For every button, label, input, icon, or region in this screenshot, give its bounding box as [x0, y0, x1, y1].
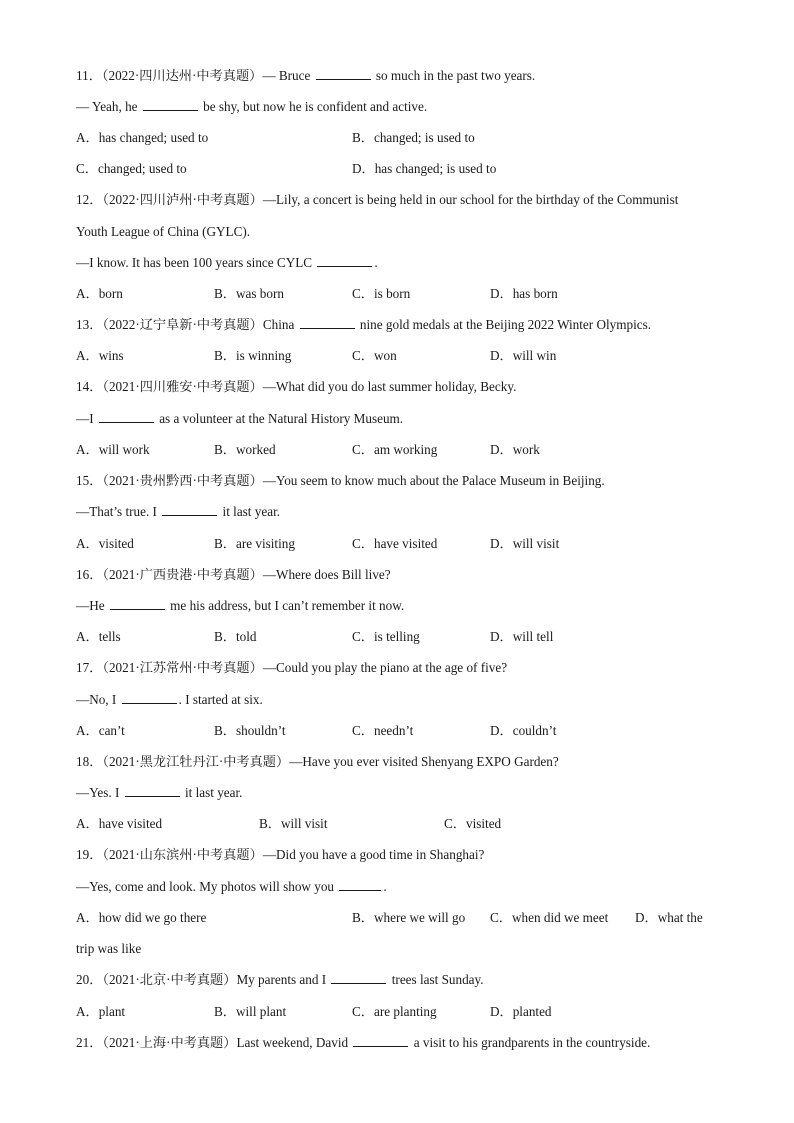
option-a[interactable]: A．visited: [76, 536, 134, 551]
option-d[interactable]: D．couldn’t: [490, 723, 557, 738]
option-b[interactable]: B．are visiting: [214, 536, 295, 551]
option-c[interactable]: C．is telling: [352, 629, 420, 644]
question-14-stem: 14．（2021·四川雅安·中考真题）—What did you do last summer holiday, Becky.: [76, 379, 517, 394]
option-c[interactable]: C．needn’t: [352, 723, 414, 738]
option-c[interactable]: C．am working: [352, 442, 438, 457]
question-number: 20．: [76, 972, 103, 987]
option-c[interactable]: C．are planting: [352, 1004, 437, 1019]
question-source: （2021·北京·中考真题）: [102, 972, 237, 987]
option-a[interactable]: A．tells: [76, 629, 121, 644]
option-d[interactable]: D．will visit: [490, 536, 560, 551]
question-number: 12．: [76, 192, 103, 207]
answer-blank: [122, 690, 177, 704]
option-b[interactable]: B．where we will go: [352, 910, 466, 925]
question-11-stem: 11．（2022·四川达州·中考真题）— Bruce so much in the past two years.: [76, 68, 536, 83]
question-20-options: [76, 1002, 724, 1022]
option-d[interactable]: D．has changed; is used to: [352, 161, 497, 176]
question-number: 14．: [76, 379, 103, 394]
option-a[interactable]: A．wins: [76, 348, 124, 363]
answer-blank: [339, 877, 381, 891]
answer-blank: [331, 970, 386, 984]
option-a[interactable]: A．born: [76, 286, 123, 301]
question-number: 13．: [76, 317, 103, 332]
option-d[interactable]: D．what the: [635, 910, 703, 925]
question-18-reply: —Yes. I it last year.: [76, 785, 243, 800]
question-17-reply: —No, I . I started at six.: [76, 692, 263, 707]
option-b[interactable]: B．worked: [214, 442, 276, 457]
question-19-reply: —Yes, come and look. My photos will show you .: [76, 879, 387, 894]
answer-blank: [317, 253, 372, 267]
answer-blank: [99, 409, 154, 423]
option-a[interactable]: A．have visited: [76, 816, 163, 831]
question-19-options: [76, 908, 724, 928]
question-source: （2021·四川雅安·中考真题）: [102, 379, 263, 394]
option-b[interactable]: B．shouldn’t: [214, 723, 286, 738]
question-source: （2021·山东滨州·中考真题）: [102, 847, 263, 862]
question-source: （2021·广西贵港·中考真题）: [102, 567, 263, 582]
question-21-stem: 21．（2021·上海·中考真题）Last weekend, David a visit to his grandparents in the countryside.: [76, 1035, 651, 1050]
option-d[interactable]: D．work: [490, 442, 540, 457]
answer-blank: [300, 315, 355, 329]
answer-blank: [353, 1033, 408, 1047]
question-11-options-row1: [76, 128, 724, 148]
question-20-stem: 20．（2021·北京·中考真题）My parents and I trees last Sunday.: [76, 972, 484, 987]
question-number: 21．: [76, 1035, 103, 1050]
question-15-stem: 15．（2021·贵州黔西·中考真题）—You seem to know much about the Palace Museum in Beijing.: [76, 473, 605, 488]
option-d[interactable]: D．has born: [490, 286, 558, 301]
question-19-stem: 19．（2021·山东滨州·中考真题）—Did you have a good time in Shanghai?: [76, 847, 485, 862]
option-a[interactable]: A．how did we go there: [76, 910, 207, 925]
option-a[interactable]: A．will work: [76, 442, 150, 457]
option-b[interactable]: B．told: [214, 629, 257, 644]
option-c[interactable]: C．visited: [444, 816, 502, 831]
question-15-reply: —That’s true. I it last year.: [76, 504, 281, 519]
question-15-options: [76, 534, 724, 554]
question-12-reply: —I know. It has been 100 years since CYLC .: [76, 255, 378, 270]
question-source: （2022·四川达州·中考真题）: [101, 68, 263, 83]
question-18-stem: 18．（2021·黑龙江牡丹江·中考真题）—Have you ever visited Shenyang EXPO Garden?: [76, 754, 559, 769]
question-16-options: [76, 627, 724, 647]
question-number: 17．: [76, 660, 103, 675]
option-a[interactable]: A．can’t: [76, 723, 125, 738]
question-source: （2021·黑龙江牡丹江·中考真题）: [102, 754, 290, 769]
question-11-reply: — Yeah, he be shy, but now he is confident and active.: [76, 99, 428, 114]
option-a[interactable]: A．has changed; used to: [76, 130, 209, 145]
question-13-options: [76, 346, 724, 366]
question-12-stem-continued: Youth League of China (GYLC).: [76, 224, 251, 239]
question-17-options: [76, 721, 724, 741]
option-d[interactable]: D．will tell: [490, 629, 554, 644]
question-number: 15．: [76, 473, 103, 488]
question-19-options-continued: trip was like: [76, 941, 142, 956]
answer-blank: [162, 502, 217, 516]
question-number: 18．: [76, 754, 103, 769]
question-number: 11．: [76, 68, 102, 83]
question-12-stem: 12．（2022·四川泸州·中考真题）—Lily, a concert is being held in our school for the birthday of the Communist: [76, 192, 679, 207]
option-c[interactable]: C．have visited: [352, 536, 438, 551]
option-d[interactable]: D．planted: [490, 1004, 552, 1019]
answer-blank: [143, 97, 198, 111]
question-18-options: [76, 814, 724, 834]
question-12-options: [76, 284, 724, 304]
question-source: （2021·上海·中考真题）: [102, 1035, 237, 1050]
option-b[interactable]: B．changed; is used to: [352, 130, 475, 145]
question-14-reply: —I as a volunteer at the Natural History Museum.: [76, 411, 404, 426]
question-13-stem: 13．（2022·辽宁阜新·中考真题）China nine gold medals at the Beijing 2022 Winter Olympics.: [76, 317, 652, 332]
question-source: （2022·辽宁阜新·中考真题）: [102, 317, 263, 332]
option-b[interactable]: B．was born: [214, 286, 284, 301]
answer-blank: [125, 783, 180, 797]
option-c[interactable]: C．is born: [352, 286, 411, 301]
question-number: 19．: [76, 847, 103, 862]
question-16-reply: —He me his address, but I can’t remember it now.: [76, 598, 405, 613]
option-c[interactable]: C．won: [352, 348, 397, 363]
option-c[interactable]: C．when did we meet: [490, 910, 609, 925]
question-source: （2021·贵州黔西·中考真题）: [102, 473, 263, 488]
question-14-options: [76, 440, 724, 460]
option-a[interactable]: A．plant: [76, 1004, 126, 1019]
option-b[interactable]: B．will plant: [214, 1004, 287, 1019]
question-source: （2021·江苏常州·中考真题）: [102, 660, 263, 675]
question-17-stem: 17．（2021·江苏常州·中考真题）—Could you play the piano at the age of five?: [76, 660, 508, 675]
question-11-options-row2: [76, 159, 724, 179]
option-b[interactable]: B．is winning: [214, 348, 292, 363]
option-d[interactable]: D．will win: [490, 348, 557, 363]
question-source: （2022·四川泸州·中考真题）: [102, 192, 263, 207]
question-number: 16．: [76, 567, 103, 582]
answer-blank: [110, 596, 165, 610]
option-b[interactable]: B．will visit: [259, 816, 328, 831]
option-c[interactable]: C．changed; used to: [76, 161, 187, 176]
question-16-stem: 16．（2021·广西贵港·中考真题）—Where does Bill live?: [76, 567, 391, 582]
answer-blank: [316, 66, 371, 80]
